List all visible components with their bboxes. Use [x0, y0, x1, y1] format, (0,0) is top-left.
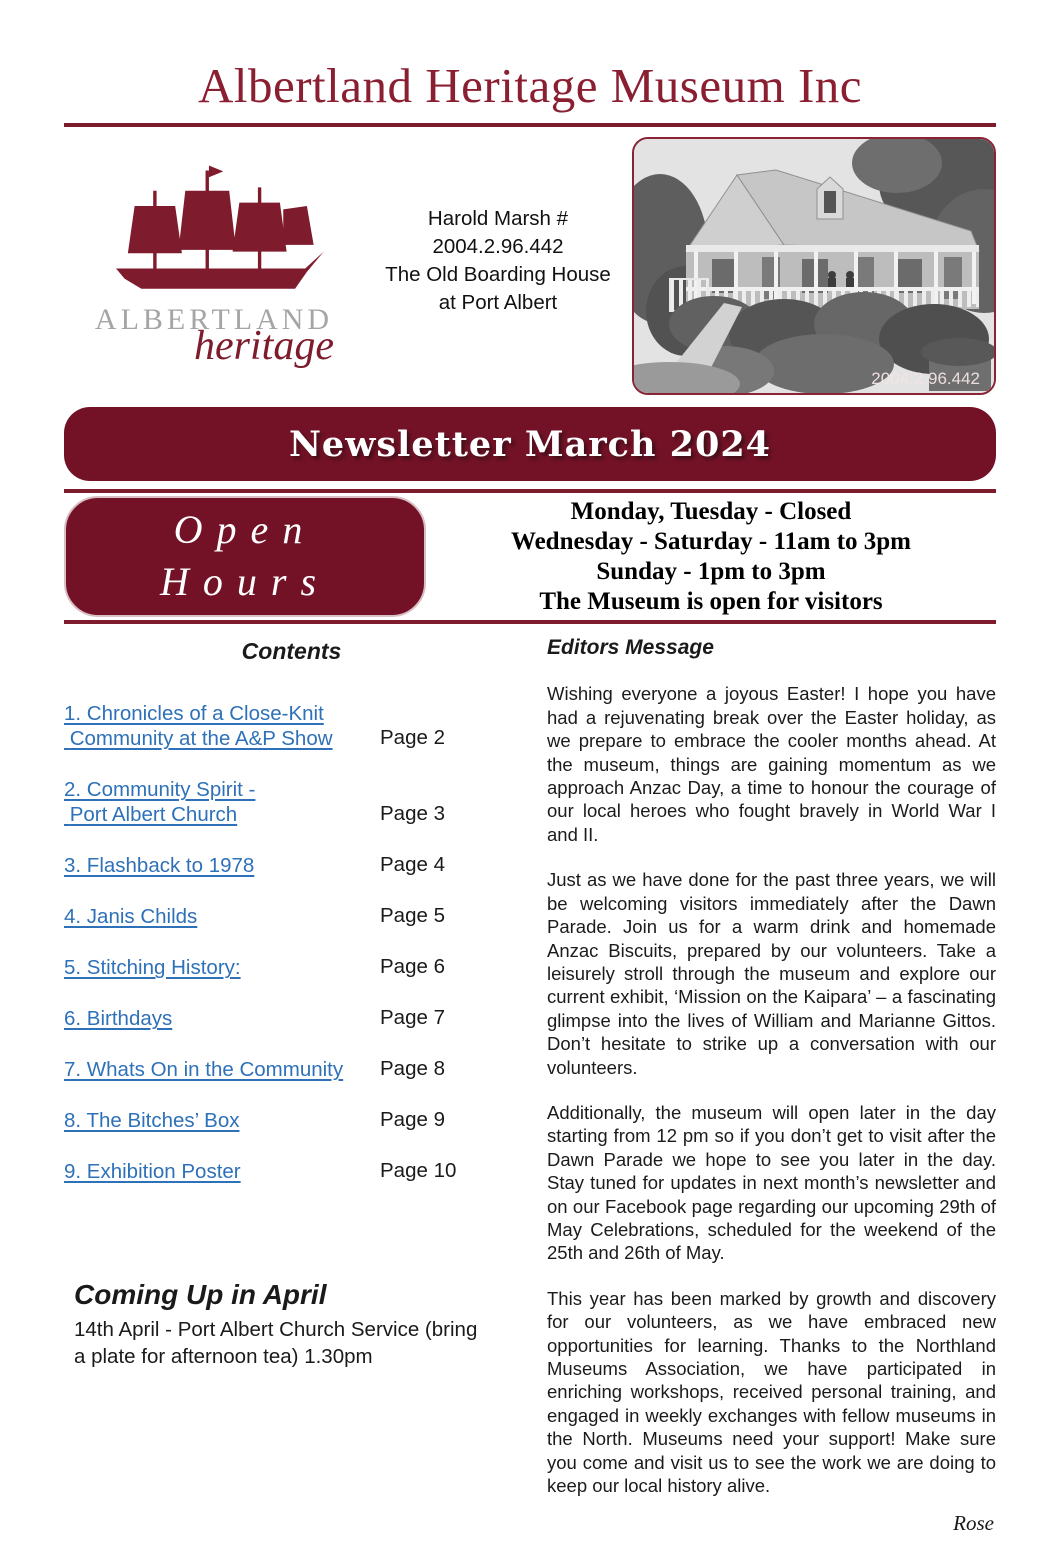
- table-of-contents: [64, 701, 519, 1184]
- toc-link-text: 5. Stitching History:: [64, 956, 241, 980]
- caption-line: 2004.2.96.442: [432, 235, 564, 259]
- editor-signature: Rose: [953, 1511, 994, 1536]
- photo-watermark: 2004.2.96.442: [871, 369, 980, 389]
- editors-message-heading: Editors Message: [547, 636, 714, 660]
- toc-row: [64, 904, 519, 929]
- open-hours-title-line: Open: [173, 507, 317, 553]
- toc-link-birthdays[interactable]: [64, 1006, 380, 1031]
- toc-link-text: 2. Community Spirit -: [64, 778, 256, 802]
- toc-page-number: Page 4: [380, 853, 445, 877]
- main-columns: [64, 630, 996, 1536]
- editor-paragraph: Wishing everyone a joyous Easter! I hope you have had a rejuvenating break over the Easter holiday, as we prepare to embrace the cooler months ahead. At the museum, things are gaining momentum as we approach Anzac Day, a time to honour the courage of our local heroes who fought bravely in World War I and II.: [547, 683, 996, 845]
- toc-page-number: Page 2: [380, 726, 445, 750]
- toc-row: [64, 1057, 519, 1082]
- toc-link-exhibition-poster[interactable]: [64, 1159, 380, 1184]
- toc-page-number: Page 9: [380, 1108, 445, 1132]
- toc-link-text: 8. The Bitches’ Box: [64, 1109, 240, 1133]
- toc-link-community-spirit[interactable]: [64, 777, 380, 827]
- toc-row: [64, 777, 519, 827]
- toc-page-number: Page 10: [380, 1159, 457, 1183]
- toc-link-text: 3. Flashback to 1978: [64, 854, 255, 878]
- logo-wordmark: ALBERTLAND: [94, 303, 334, 337]
- toc-link-text: 7. Whats On in the Community: [64, 1058, 344, 1082]
- schedule-line: The Museum is open for visitors: [539, 588, 883, 616]
- toc-link-flashback[interactable]: [64, 853, 380, 878]
- editor-paragraph: This year has been marked by growth and discovery for our volunteers, as we have embraced new opportunities for learning. Thanks to the Northland Museums Association, we have participated in enriching workshops, received personal training, and engaged in weekly exchanges with fellow museums in the North. Museums need your support! Make sure you come and visit us to see the work we are doing to keep our local history alive.: [547, 1287, 996, 1497]
- caption-line: Harold Marsh #: [427, 207, 569, 231]
- schedule-line: Wednesday - Saturday - 11am to 3pm: [510, 528, 912, 556]
- schedule-line: Monday, Tuesday - Closed: [570, 498, 852, 526]
- schedule-line: Sunday - 1pm to 3pm: [596, 558, 826, 586]
- toc-link-chronicles[interactable]: [64, 701, 380, 751]
- toc-link-text: 1. Chronicles of a Close-Knit: [64, 702, 324, 726]
- toc-page-number: Page 7: [380, 1006, 445, 1030]
- newsletter-banner: Newsletter March 2024: [64, 407, 996, 481]
- open-hours-section: [64, 489, 996, 624]
- contents-heading: Contents: [241, 638, 342, 665]
- toc-row: [64, 955, 519, 980]
- coming-up-section: [64, 1279, 519, 1370]
- toc-link-bitches-box[interactable]: [64, 1108, 380, 1133]
- toc-row: [64, 853, 519, 878]
- toc-link-text: 9. Exhibition Poster: [64, 1160, 241, 1184]
- toc-link-stitching-history[interactable]: [64, 955, 380, 980]
- toc-link-janis-childs[interactable]: [64, 904, 380, 929]
- toc-row: [64, 1159, 519, 1184]
- toc-link-text: Port Albert Church: [64, 803, 238, 827]
- museum-logo: [64, 135, 364, 370]
- house-photo: [632, 137, 996, 395]
- open-hours-title-line: Hours: [159, 559, 331, 605]
- toc-link-text: 4. Janis Childs: [64, 905, 198, 929]
- header-row: [64, 135, 996, 395]
- toc-link-text: 6. Birthdays: [64, 1007, 173, 1031]
- caption-line: The Old Boarding House: [385, 263, 611, 287]
- toc-page-number: Page 5: [380, 904, 445, 928]
- open-hours-schedule: [426, 496, 996, 617]
- toc-row: [64, 701, 519, 751]
- coming-up-heading: Coming Up in April: [74, 1279, 327, 1311]
- page-title: Albertland Heritage Museum Inc: [197, 58, 863, 113]
- title-rule: [64, 123, 996, 127]
- toc-page-number: Page 8: [380, 1057, 445, 1081]
- toc-page-number: Page 3: [380, 802, 445, 826]
- coming-up-detail: 14th April - Port Albert Church Service (bring a plate for afternoon tea) 1.30pm: [74, 1318, 478, 1369]
- open-hours-box: [64, 496, 426, 617]
- photo-caption: [364, 135, 632, 317]
- caption-line: at Port Albert: [438, 291, 558, 315]
- toc-link-text: Community at the A&P Show: [64, 727, 333, 751]
- editor-paragraph: Just as we have done for the past three years, we will be welcoming visitors immediately after the Dawn Parade. Join us for a warm drink and homemade Anzac Biscuits, prepared by our volunteers. Take a leisurely stroll through the museum and explore our current exhibit, ‘Mission on the Kaipara’ – a fascinating glimpse into the lives of William and Marianne Gittos. Don’t hesitate to strike up a conversation with our volunteers.: [547, 869, 996, 1078]
- editors-column: [547, 630, 996, 1536]
- toc-row: [64, 1108, 519, 1133]
- newsletter-page: [0, 60, 1060, 1536]
- editor-paragraph: Additionally, the museum will open later in the day starting from 12 pm so if you don’t get to visit after the Dawn Parade we hope to see you later in the day. Stay tuned for updates in next month’s newsletter and on our Facebook page regarding our upcoming 29th of May Celebrations, scheduled for the weekend of the 25th and 26th of May.: [547, 1101, 996, 1264]
- toc-row: [64, 1006, 519, 1031]
- toc-link-whats-on[interactable]: [64, 1057, 380, 1082]
- house-photo-art: [634, 139, 994, 393]
- ship-icon: [98, 157, 330, 309]
- contents-column: [64, 630, 519, 1536]
- logo-script-word: heritage: [194, 323, 334, 370]
- toc-page-number: Page 6: [380, 955, 445, 979]
